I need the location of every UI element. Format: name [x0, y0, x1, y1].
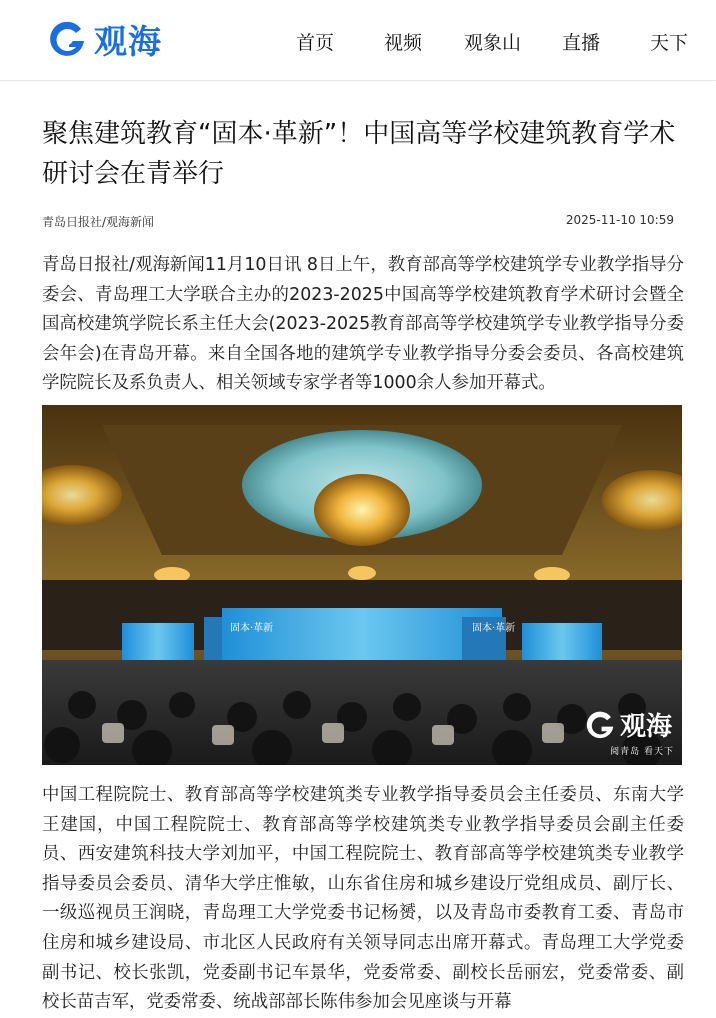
nav-item-home[interactable]: 首页 [296, 32, 335, 54]
article-meta [42, 213, 674, 231]
photo-watermark [582, 706, 672, 743]
top-nav-bar [0, 0, 716, 81]
nav-item-video[interactable]: 视频 [384, 32, 423, 54]
article-source: 青岛日报社/观海新闻 [42, 215, 155, 229]
site-logo-text: 观海 [94, 21, 162, 61]
article-paragraph: 青岛日报社/观海新闻11月10日讯 8日上午，教育部高等学校建筑学专业教学指导分委会、青岛理工大学联合主办的2023-2025中国高等学校建筑教育学术研讨会暨全国高校建筑学院长系主任大会(2023-2025教育部高等学校建筑学专业教学指导分委会年会)在青岛开幕。来自全国各地的建筑学专业教学指导分委会委员、各高校建筑学院院长及系负责人、相关领域专家学者等1000余人参加开幕式。 [42, 255, 684, 394]
article-paragraph: 中国工程院院士、教育部高等学校建筑类专业教学指导委员会主任委员、东南大学王建国，中国工程院院士、教育部高等学校建筑类专业教学指导委员会副主任委员、西安建筑科技大学刘加平，中国工程院院士、教育部高等学校建筑类专业教学指导委员会委员、清华大学庄惟敏，山东省住房和城乡建设厅党组成员、副厅长、一级巡视员王润晓，青岛理工大学党委书记杨赟，以及青岛市委教育工委、青岛市住房和城乡建设局、市北区人民政府有关领导同志出席开幕式。青岛理工大学党委副书记、校长张凯，党委副书记车景华，党委常委、副校长岳丽宏，党委常委、副校长苗吉军，党委常委、统战部部长陈伟参加会见座谈与开幕 [42, 785, 684, 1013]
nav-item-live[interactable]: 直播 [562, 32, 601, 54]
screen-right-text: 固本·革新 [472, 623, 516, 634]
watermark-text: 观海 [619, 712, 672, 742]
watermark-subtext: 阅青岛 看天下 [610, 747, 674, 757]
main-nav [0, 28, 716, 58]
nav-item-guanxiangshan[interactable]: 观象山 [464, 32, 522, 54]
g-logo-icon [582, 707, 618, 743]
article-time: 2025-11-10 10:59 [565, 213, 674, 227]
article-photo[interactable] [42, 405, 682, 765]
nav-item-world[interactable]: 天下 [650, 32, 689, 54]
screen-left-text: 固本·革新 [230, 623, 274, 634]
article-title: 聚焦建筑教育“固本·革新”！中国高等学校建筑教育学术研讨会在青举行 [42, 119, 676, 189]
